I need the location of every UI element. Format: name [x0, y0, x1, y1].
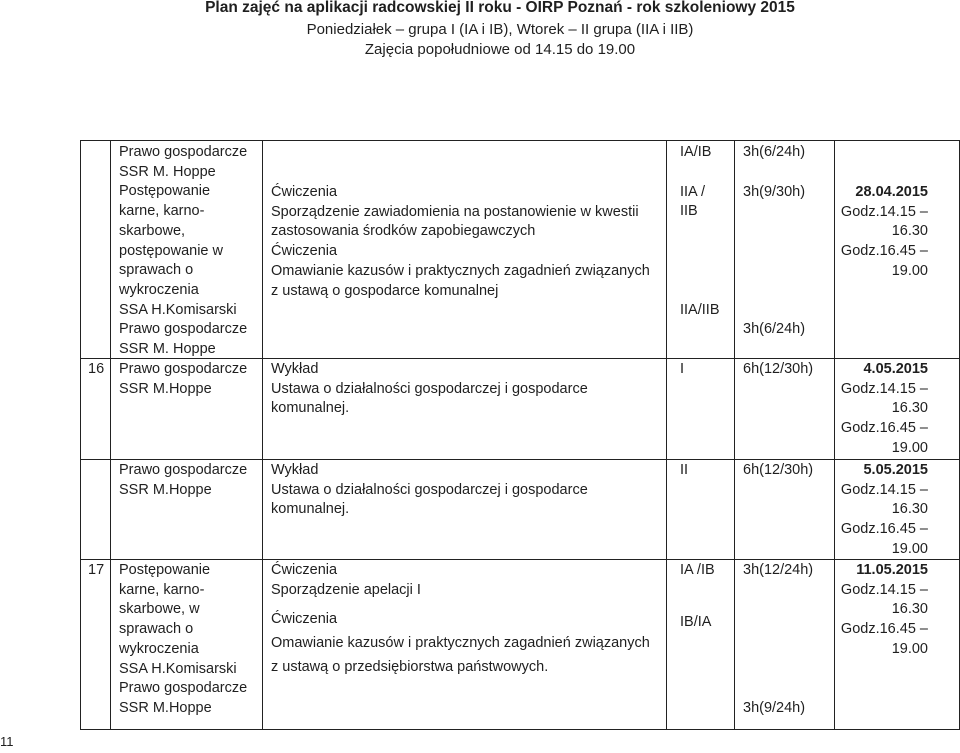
- topic-type-label: Wykład: [271, 462, 319, 478]
- cell-line: 3h(6/24h): [743, 144, 806, 160]
- cell-line: 3h(6/24h): [743, 321, 806, 338]
- cell-line: 16.30: [891, 400, 928, 417]
- date-cell: [838, 183, 928, 282]
- topic-type-label: Ćwiczenia: [271, 243, 338, 260]
- cell-line: 3h(9/24h): [743, 699, 806, 716]
- table-border-left: [80, 140, 81, 730]
- cell-line: Ustawa o działalności gospodarczej i gospodarce: [271, 380, 588, 397]
- cell-line: sprawach o: [119, 621, 194, 638]
- subject-cell: [119, 360, 247, 399]
- cell-line: postępowanie w: [119, 242, 223, 259]
- topic-type-label: Ćwiczenia: [271, 611, 338, 628]
- column-divider: [834, 140, 835, 730]
- table-border-bottom: [80, 729, 960, 730]
- cell-line: 19.00: [891, 262, 928, 279]
- hours-cell: 6h(12/30h): [743, 361, 814, 377]
- group-cell: II: [680, 462, 689, 478]
- cell-line: Omawianie kazusów i praktycznych zagadnień związanych: [271, 635, 650, 652]
- row-number: 17: [88, 562, 105, 578]
- cell-line: skarbowe,: [119, 222, 186, 239]
- hours-subtitle: Zajęcia popołudniowe od 14.15 do 19.00: [364, 41, 636, 58]
- topic-cell: [271, 561, 650, 678]
- date-label: 5.05.2015: [863, 462, 928, 478]
- cell-line: Godz.16.45 –: [840, 420, 928, 437]
- topic-cell: [271, 360, 588, 419]
- cell-line: 16.30: [891, 501, 928, 518]
- cell-line: skarbowe, w: [119, 601, 200, 618]
- cell-line: SSR M.Hoppe: [119, 481, 212, 498]
- cell-line: IA /IB: [680, 562, 715, 578]
- cell-line: 19.00: [891, 439, 928, 456]
- row-divider: [80, 559, 960, 560]
- topic-cell: [271, 183, 650, 301]
- cell-line: z ustawą o gospodarce komunalnej: [271, 282, 499, 299]
- row-divider: [80, 459, 960, 460]
- hours-cell: 6h(12/30h): [743, 462, 814, 478]
- cell-line: sprawach o: [119, 262, 194, 279]
- cell-line: IIA /: [680, 183, 705, 200]
- row-number: 16: [88, 361, 105, 377]
- cell-line: Omawianie kazusów i praktycznych zagadnień związanych: [271, 262, 650, 279]
- date-label: 11.05.2015: [856, 562, 928, 578]
- column-divider: [734, 140, 735, 730]
- cell-line: SSR M. Hoppe: [119, 341, 216, 358]
- cell-line: z ustawą o przedsiębiorstwa państwowych.: [271, 658, 549, 675]
- table-border-top: [80, 140, 960, 141]
- topic-type-label: Wykład: [271, 361, 319, 377]
- date-label: 28.04.2015: [855, 184, 928, 200]
- groups-subtitle: Poniedziałek – grupa I (IA i IB), Wtorek – II grupa (IIA i IIB): [306, 21, 694, 38]
- topic-type-label: Ćwiczenia: [271, 562, 338, 578]
- cell-line: karne, karno-: [119, 581, 205, 598]
- cell-line: SSR M.Hoppe: [119, 699, 212, 716]
- cell-line: SSR M. Hoppe: [119, 163, 216, 180]
- cell-line: Prawo gospodarcze: [119, 144, 248, 160]
- cell-line: Prawo gospodarcze: [119, 321, 248, 338]
- cell-line: komunalnej.: [271, 400, 350, 417]
- date-label: 4.05.2015: [863, 361, 928, 377]
- cell-line: IIB: [680, 203, 698, 220]
- cell-line: Godz.16.45 –: [840, 621, 928, 638]
- cell-line: IB/IA: [680, 613, 712, 630]
- cell-line: SSA H.Komisarski: [119, 301, 237, 318]
- cell-line: SSR M.Hoppe: [119, 380, 212, 397]
- group-cell: [680, 561, 715, 632]
- topic-type-label: Ćwiczenia: [271, 184, 338, 200]
- cell-line: Godz.14.15 –: [840, 380, 928, 397]
- hours-cell: [743, 561, 813, 718]
- cell-line: 19.00: [891, 640, 928, 657]
- cell-line: Sporządzenie apelacji I: [271, 581, 421, 598]
- cell-line: wykroczenia: [119, 640, 199, 657]
- topic-cell: [271, 461, 588, 520]
- subject-cell: [119, 143, 247, 360]
- cell-line: IIA/IIB: [680, 302, 720, 319]
- group-cell: [680, 143, 720, 321]
- cell-line: Prawo gospodarcze: [119, 361, 248, 377]
- cell-line: Godz.14.15 –: [840, 203, 928, 220]
- cell-line: 16.30: [891, 601, 928, 618]
- column-divider: [110, 140, 111, 730]
- page-number: 11: [0, 734, 14, 749]
- cell-line: Godz.14.15 –: [840, 581, 928, 598]
- column-divider: [262, 140, 263, 730]
- cell-line: 3h(12/24h): [743, 562, 814, 578]
- group-cell: I: [680, 361, 685, 377]
- cell-line: Postępowanie: [119, 562, 211, 578]
- page-title: Plan zajęć na aplikacji radcowskiej II roku - OIRP Poznań - rok szkoleniowy 2015: [205, 0, 795, 16]
- cell-line: IA/IB: [680, 144, 712, 160]
- column-divider: [666, 140, 667, 730]
- cell-line: SSA H.Komisarski: [119, 660, 237, 677]
- subject-cell: [119, 561, 247, 719]
- cell-line: Sporządzenie zawiadomienia na postanowienie w kwestii: [271, 203, 639, 220]
- cell-line: Prawo gospodarcze: [119, 462, 248, 478]
- date-cell: [838, 561, 928, 660]
- cell-line: Godz.16.45 –: [840, 243, 928, 260]
- subject-cell: [119, 461, 247, 500]
- cell-line: Ustawa o działalności gospodarczej i gospodarce: [271, 481, 588, 498]
- cell-line: Godz.14.15 –: [840, 481, 928, 498]
- cell-line: Prawo gospodarcze: [119, 680, 248, 697]
- date-cell: [838, 461, 928, 560]
- cell-line: karne, karno-: [119, 203, 205, 220]
- cell-line: 3h(9/30h): [743, 183, 806, 200]
- cell-line: 16.30: [891, 223, 928, 240]
- cell-line: komunalnej.: [271, 501, 350, 518]
- cell-line: wykroczenia: [119, 281, 199, 298]
- cell-line: Postępowanie: [119, 183, 211, 200]
- cell-line: zastosowania środków zapobiegawczych: [271, 223, 536, 240]
- date-cell: [838, 360, 928, 459]
- cell-line: Godz.16.45 –: [840, 521, 928, 538]
- hours-cell: [743, 143, 805, 340]
- cell-line: 19.00: [891, 540, 928, 557]
